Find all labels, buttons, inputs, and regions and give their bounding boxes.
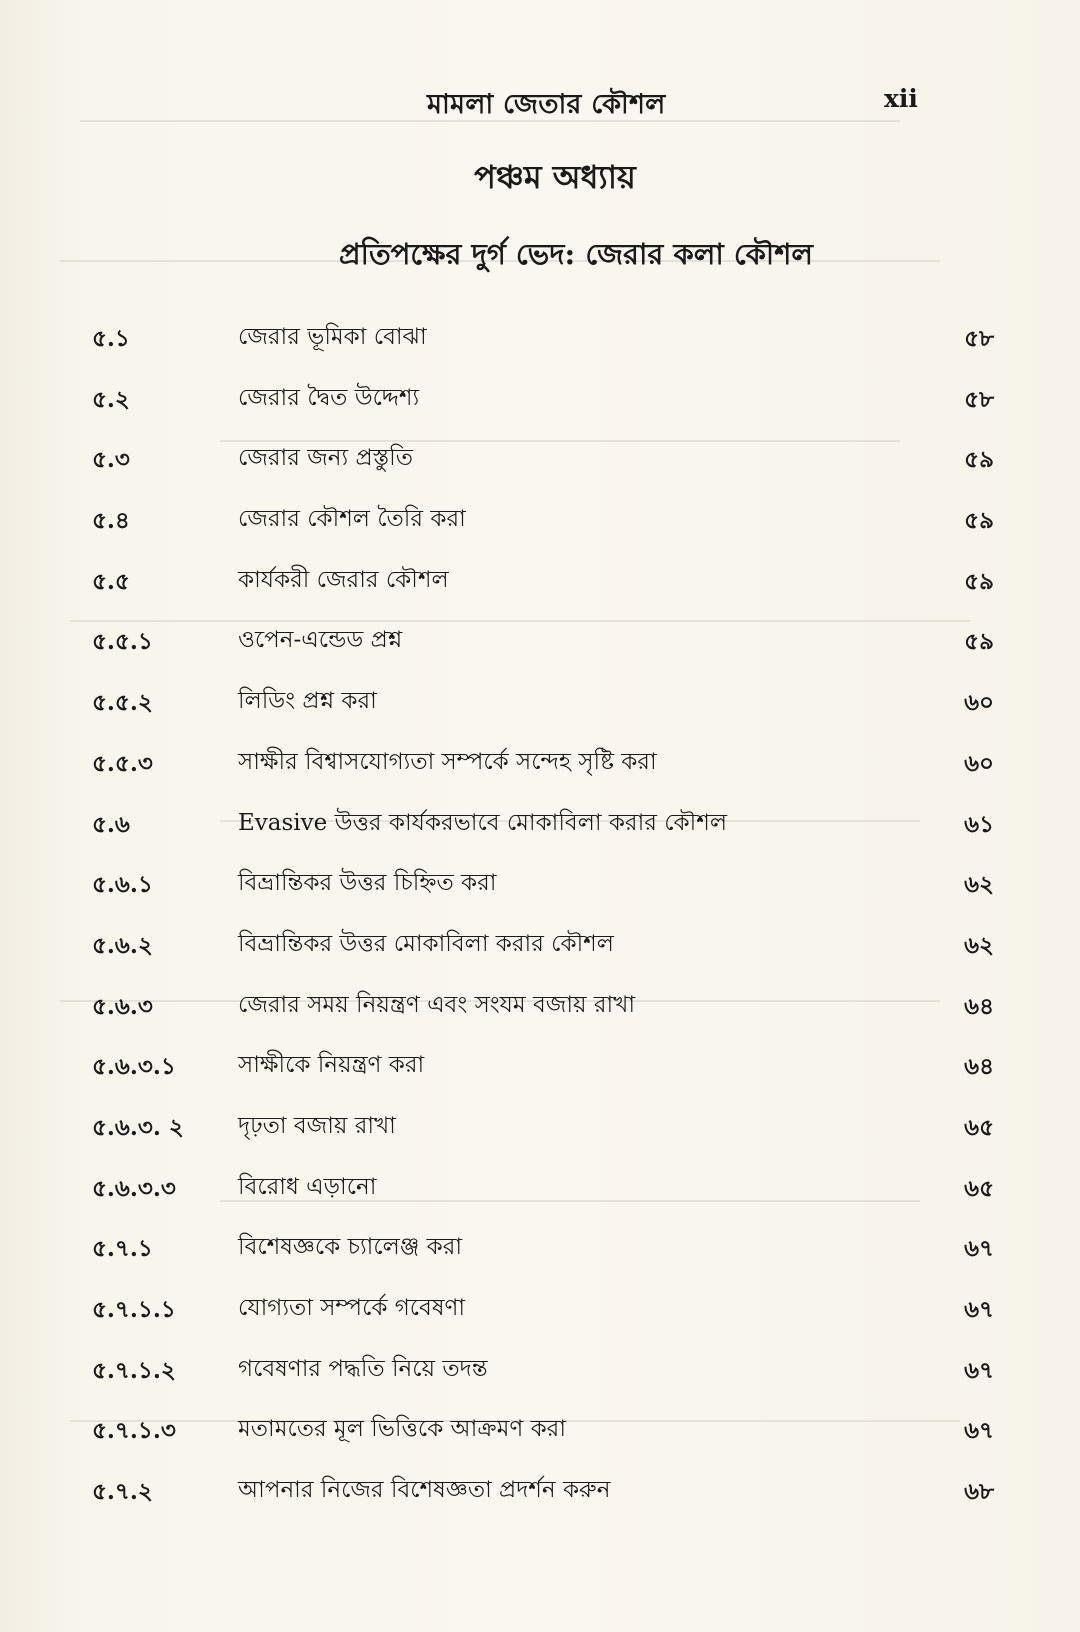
toc-page-number: ৫৮ (964, 385, 994, 413)
toc-entry (0, 737, 1080, 798)
toc-section-number: ৫.৭.১.১ (92, 1296, 176, 1323)
running-header (0, 84, 1080, 124)
toc-page-number: ৫৮ (964, 325, 994, 352)
toc-entry (0, 1222, 1080, 1283)
toc-page-number: ৫৯ (964, 628, 994, 656)
toc-entry (0, 1040, 1080, 1101)
toc-section-title: জেরার কৌশল তৈরি করা (238, 506, 466, 533)
toc-section-number: ৫.৬.৩. ২ (92, 1113, 184, 1141)
chapter-title: প্রতিপক্ষের দুর্গ ভেদ: জেরার কলা কৌশল (339, 237, 813, 271)
page-number: xii (884, 84, 918, 113)
toc-entry (0, 1283, 1080, 1344)
toc-section-title: ওপেন-এন্ডেড প্রশ্ন (238, 627, 403, 654)
toc-section-title: জেরার জন্য প্রস্তুতি (238, 445, 414, 472)
toc-section-title: কার্যকরী জেরার কৌশল (238, 566, 449, 593)
toc-section-number: ৫.৬ (92, 810, 130, 838)
toc-section-title: সাক্ষীর বিশ্বাসযোগ্যতা সম্পর্কে সন্দেহ সৃষ্টি করা (238, 748, 657, 775)
chapter-label: পঞ্চম অধ্যায় (474, 158, 636, 196)
toc-section-number: ৫.৬.২ (92, 931, 153, 959)
table-of-contents (0, 312, 1080, 1526)
toc-page-number: ৫৯ (964, 446, 994, 474)
toc-page-number: ৬০ (964, 749, 994, 777)
toc-entry (0, 1404, 1080, 1465)
toc-page-number: ৬৮ (964, 1478, 994, 1506)
toc-section-title: জেরার সময় নিয়ন্ত্রণ এবং সংযম বজায় রাখা (238, 991, 636, 1018)
toc-entry (0, 433, 1080, 494)
toc-entry (0, 1465, 1080, 1526)
toc-section-number: ৫.৫.৩ (92, 749, 153, 777)
toc-section-number: ৫.৭.১ (92, 1235, 153, 1263)
toc-entry (0, 919, 1080, 980)
toc-section-title: লিডিং প্রশ্ন করা (238, 688, 377, 715)
toc-page-number: ৬৭ (964, 1296, 994, 1323)
toc-section-number: ৫.৭.১.৩ (92, 1417, 176, 1445)
toc-section-number: ৫.২ (92, 385, 130, 413)
toc-section-number: ৫.৭.১.২ (92, 1356, 176, 1384)
toc-entry (0, 858, 1080, 919)
toc-entry (0, 615, 1080, 676)
toc-page-number: ৬৫ (964, 1174, 994, 1202)
toc-section-title: বিভ্রান্তিকর উত্তর চিহ্নিত করা (238, 870, 497, 897)
toc-page-number: ৬৪ (964, 992, 994, 1020)
toc-entry (0, 676, 1080, 737)
toc-page-number: ৫৯ (964, 507, 994, 535)
toc-section-title: গবেষণার পদ্ধতি নিয়ে তদন্ত (238, 1355, 488, 1382)
toc-section-number: ৫.৬.৩.১ (92, 1053, 176, 1081)
toc-section-title: জেরার দ্বৈত উদ্দেশ্য (238, 384, 420, 411)
toc-entry (0, 980, 1080, 1041)
toc-entry (0, 555, 1080, 616)
toc-section-title: বিশেষজ্ঞকে চ্যালেঞ্জ করা (238, 1234, 463, 1261)
toc-entry (0, 1101, 1080, 1162)
toc-section-title: দৃঢ়তা বজায় রাখা (238, 1112, 396, 1139)
toc-section-number: ৫.৬.৩ (92, 992, 153, 1020)
toc-entry (0, 1344, 1080, 1405)
toc-entry (0, 373, 1080, 434)
toc-section-number: ৫.৪ (92, 507, 130, 535)
toc-page-number: ৬৪ (964, 1053, 994, 1081)
toc-page-number: ৬৫ (964, 1113, 994, 1141)
toc-section-title: বিভ্রান্তিকর উত্তর মোকাবিলা করার কৌশল (238, 930, 614, 957)
toc-page-number: ৫৯ (964, 567, 994, 595)
book-title: মামলা জেতার কৌশল (427, 89, 666, 120)
toc-section-title: বিরোধ এড়ানো (238, 1173, 377, 1200)
toc-section-number: ৫.৩ (92, 446, 130, 474)
toc-section-number: ৫.৫.২ (92, 689, 153, 717)
toc-section-title: জেরার ভূমিকা বোঝা (238, 324, 427, 350)
toc-section-title: যোগ্যতা সম্পর্কে গবেষণা (238, 1295, 466, 1321)
toc-section-title: মতামতের মূল ভিত্তিকে আক্রমণ করা (238, 1416, 567, 1443)
toc-section-number: ৫.৫.১ (92, 628, 153, 656)
toc-page-number: ৬৭ (964, 1417, 994, 1445)
toc-page-number: ৬২ (964, 871, 994, 899)
toc-section-number: ৫.৬.১ (92, 871, 153, 899)
toc-section-title: আপনার নিজের বিশেষজ্ঞতা প্রদর্শন করুন (238, 1477, 611, 1504)
toc-entry (0, 1162, 1080, 1223)
toc-page-number: ৬১ (964, 810, 994, 838)
toc-entry (0, 312, 1080, 373)
toc-section-title: সাক্ষীকে নিয়ন্ত্রণ করা (238, 1052, 425, 1079)
toc-page-number: ৬৭ (964, 1356, 994, 1384)
toc-page-number: ৬৭ (964, 1235, 994, 1263)
toc-entry (0, 494, 1080, 555)
toc-section-number: ৫.১ (92, 325, 130, 352)
toc-section-number: ৫.৫ (92, 567, 130, 595)
toc-section-number: ৫.৬.৩.৩ (92, 1174, 176, 1202)
toc-section-number: ৫.৭.২ (92, 1478, 153, 1506)
toc-section-title: Evasive উত্তর কার্যকরভাবে মোকাবিলা করার কৌশল (238, 809, 727, 836)
toc-page-number: ৬০ (964, 689, 994, 717)
toc-page-number: ৬২ (964, 931, 994, 959)
toc-entry (0, 798, 1080, 859)
